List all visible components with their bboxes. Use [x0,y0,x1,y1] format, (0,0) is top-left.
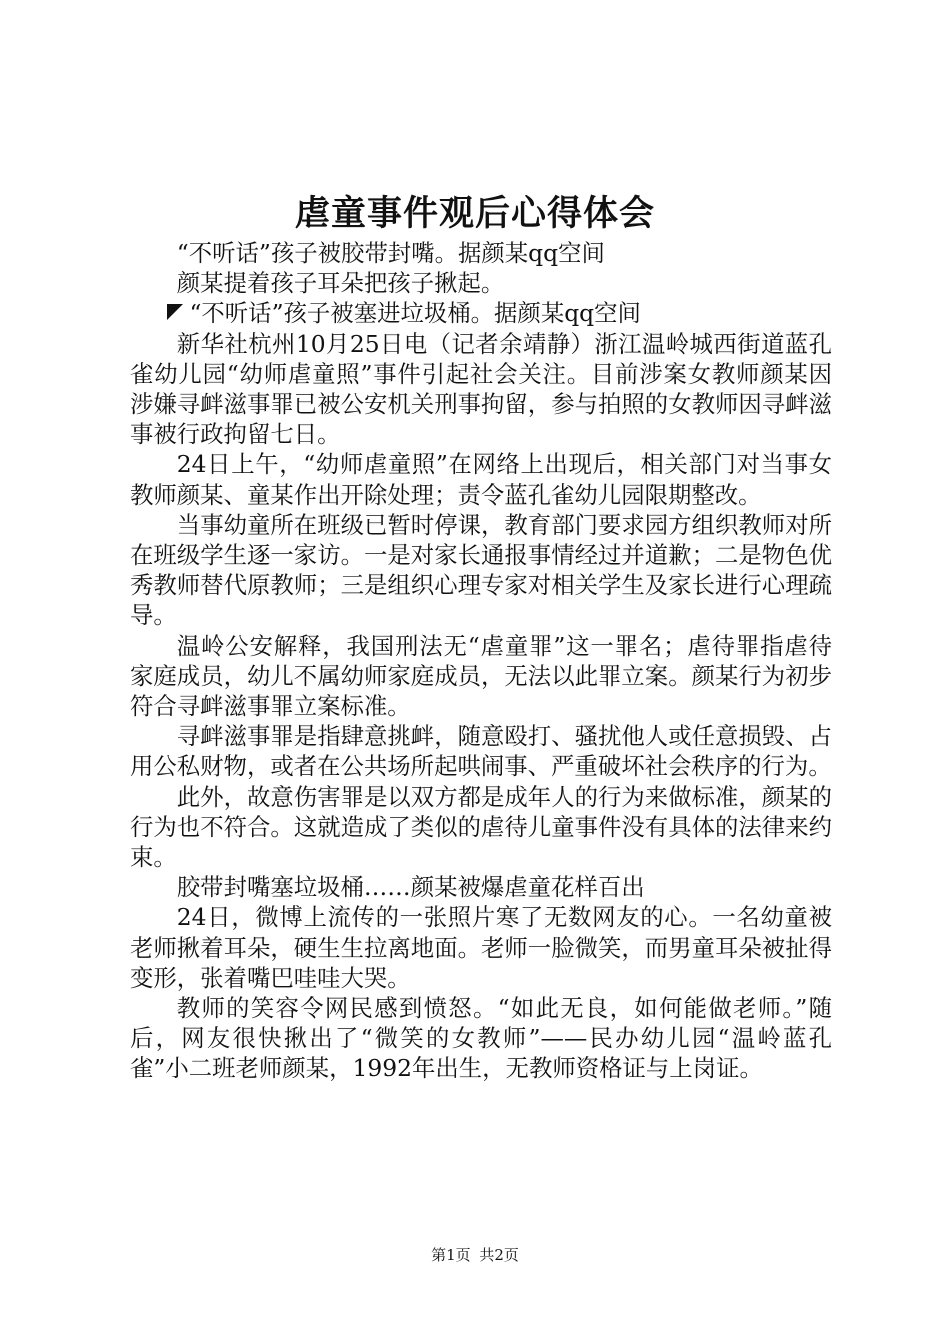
page-total: 共2页 [479,1246,519,1264]
document-title: 虐童事件观后心得体会 [294,193,655,234]
triangle-marker-icon [167,304,183,320]
page-number: 第1页 [431,1246,471,1264]
paragraph-text: “不听话”孩子被胶带封嘴。据颜某qq空间 [176,239,605,267]
paragraph [130,782,832,873]
page-footer [0,1244,950,1265]
paragraph-text: 新华社杭州10月25日电（记者余靖静）浙江温岭城西街道蓝孔雀幼儿园“幼师虐童照”事件引起社会关注。目前涉案女教师颜某因涉嫌寻衅滋事罪已被公安机关刑事拘留，参与拍照的女教师因寻衅滋事被行政拘留七日。 [130,329,832,449]
paragraph-text: 24日上午，“幼师虐童照”在网络上出现后，相关部门对当事女教师颜某、童某作出开除处理；责令蓝孔雀幼儿园限期整改。 [130,450,832,509]
paragraph-text: 此外，故意伤害罪是以双方都是成年人的行为来做标准，颜某的行为也不符合。这就造成了类似的虐待儿童事件没有具体的法律来约束。 [130,782,832,872]
paragraph-text: 胶带封嘴塞垃圾桶……颜某被爆虐童花样百出 [176,873,645,902]
paragraph [130,238,832,268]
paragraph [130,721,832,781]
paragraph-text: 寻衅滋事罪是指肆意挑衅，随意殴打、骚扰他人或任意损毁、占用公私财物，或者在公共场所起哄闹事、严重破坏社会秩序的行为。 [130,722,832,781]
paragraph-with-marker [130,298,832,328]
paragraph-text: 颜某提着孩子耳朵把孩子揪起。 [176,269,505,298]
paragraph-text: 当事幼童所在班级已暂时停课，教育部门要求园方组织教师对所在班级学生逐一家访。一是对家长通报事情经过并道歉；二是物色优秀教师替代原教师；三是组织心理专家对相关学生及家长进行心理疏导。 [130,510,832,630]
document-body [130,238,832,1084]
paragraph [130,631,832,722]
paragraph-text: 24日，微博上流传的一张照片寒了无数网友的心。一名幼童被老师揪着耳朵，硬生生拉离地面。老师一脸微笑，而男童耳朵被扯得变形，张着嘴巴哇哇大哭。 [130,903,832,992]
paragraph-text: “不听话”孩子被塞进垃圾桶。据颜某qq空间 [189,299,641,328]
paragraph [130,268,832,298]
paragraph [130,993,832,1084]
paragraph-text: 教师的笑容令网民感到愤怒。“如此无良，如何能做老师。”随后，网友很快揪出了“微笑的女教师”——民办幼儿园“温岭蓝孔雀”小二班老师颜某，1992年出生，无教师资格证与上岗证。 [130,994,832,1083]
paragraph [130,902,832,993]
paragraph [130,510,832,631]
paragraph [130,329,832,450]
paragraph-text: 温岭公安解释，我国刑法无“虐童罪”这一罪名；虐待罪指虐待家庭成员，幼儿不属幼师家庭成员，无法以此罪立案。颜某行为初步符合寻衅滋事罪立案标准。 [130,631,832,721]
paragraph [130,449,832,509]
paragraph [130,872,832,902]
